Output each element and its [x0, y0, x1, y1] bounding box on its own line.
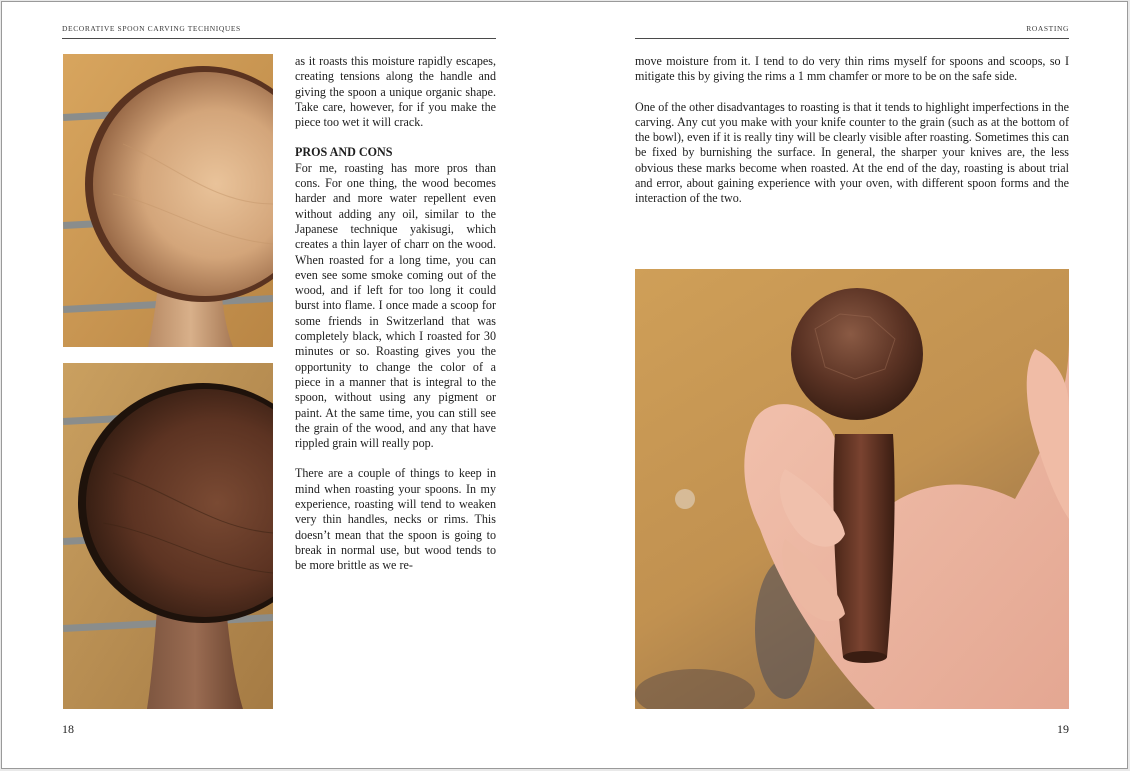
left-text-column [295, 54, 496, 574]
running-head-left: DECORATIVE SPOON CARVING TECHNIQUES [62, 24, 241, 33]
header-rule-left [62, 38, 496, 39]
book-spread [1, 1, 1128, 769]
section-heading-pros-and-cons: PROS AND CONS [295, 145, 393, 160]
left-paragraph-2: For me, roasting has more pros than cons. For one thing, the wood becomes harder and more water repellent even without adding any oil, similar to the Japanese technique yakisugi, which creates a thin layer of charr on the wood. When roasted for a long time, you can even see some smoke coming out of the wood, and if left for too long it could burst into flame. I once made a scoop for some friends in Switzerland that was completely black, which I roasted for 30 minutes or so. Roasting gives you the opportunity to change the color of a piece in a manner that is integral to the spoon, without using any pigment or paint. At the same time, you can still see the grain of the wood, and any that have rippled grain will really pop. [295, 160, 496, 451]
right-paragraph-2: One of the other disadvantages to roasting is that it tends to highlight imperfections in the carving. Any cut you make with your knife counter to the grain (such as at the bottom of the bowl), even if it is really tiny will be clearly visible after roasting. Sometimes this can be fixed by burnishing the surface. In general, the sharper your knives are, the less obvious these marks become when roasted. At the end of the day, roasting is about trial and error, about gaining experience with your oven, with different spoon forms and the interaction of the two. [635, 99, 1069, 206]
page-number-right: 19 [1057, 722, 1069, 736]
photo-light-spoon-bowl [63, 54, 273, 347]
page-number-left: 18 [62, 722, 74, 736]
header-rule-right [635, 38, 1069, 39]
running-head-right: ROASTING [1026, 24, 1069, 33]
right-paragraph-1: move moisture from it. I tend to do very thin rims myself for spoons and scoops, so I mitigate this by giving the rims a 1 mm chamfer or more to be on the safe side. [635, 54, 1069, 84]
left-page [2, 2, 565, 768]
left-paragraph-3: There are a couple of things to keep in mind when roasting your spoons. In my experience, roasting will tend to weaken very thin handles, necks or rims. This doesn’t mean that the spoon is going to break in normal use, but wood tends to be more brittle as we re- [295, 466, 496, 573]
right-page [565, 2, 1128, 768]
left-paragraph-1: as it roasts this moisture rapidly escapes, creating tensions along the handle and giving the spoon a unique organic shape. Take care, however, for if you make the piece too wet it will crack. [295, 54, 496, 130]
photo-hand-holding-roasted-spoon [635, 269, 1069, 709]
right-text-column [635, 54, 1069, 207]
photo-dark-roasted-spoon-bowl [63, 363, 273, 709]
